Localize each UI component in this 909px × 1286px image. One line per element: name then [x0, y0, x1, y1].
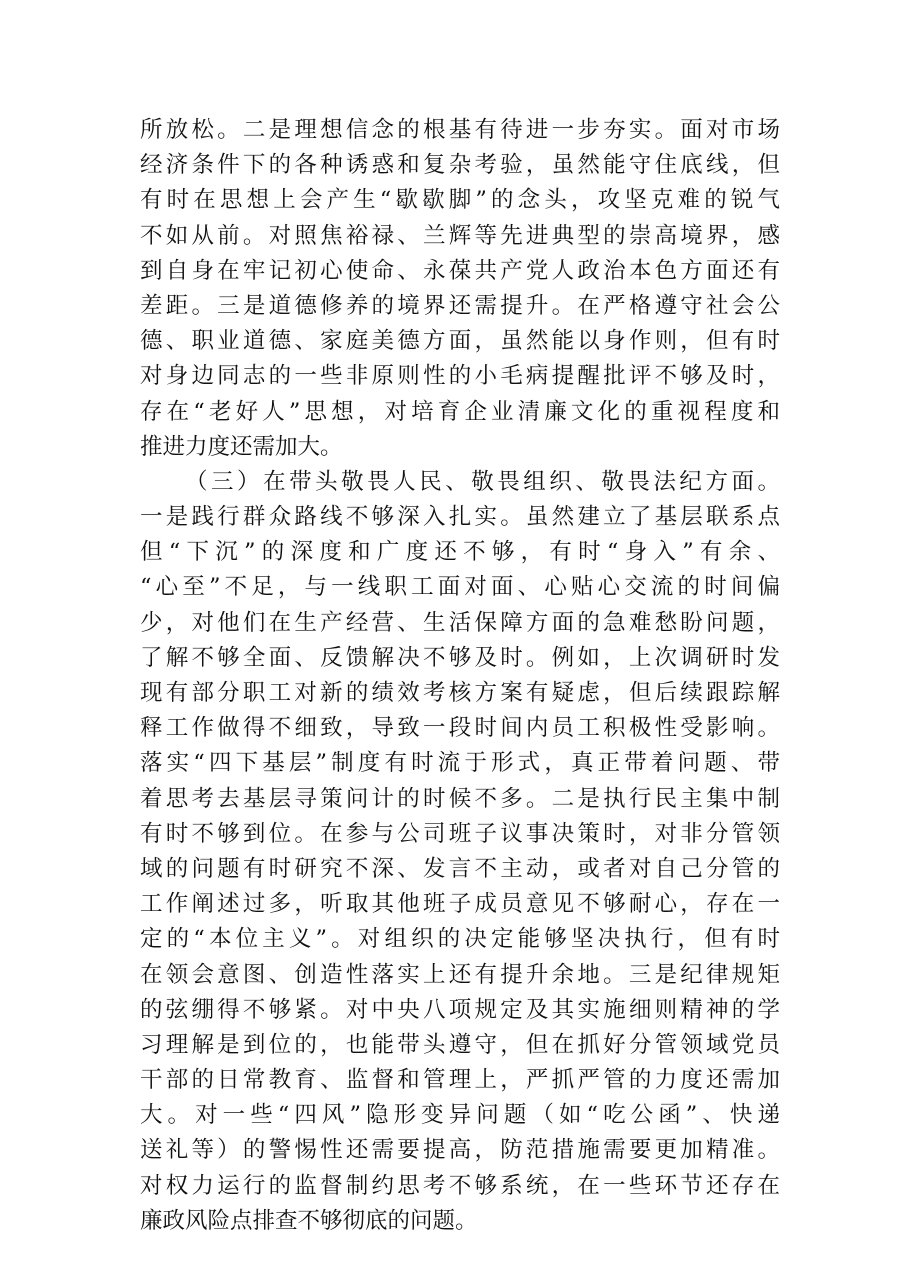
text-line: 释工作做得不细致，导致一段时间内员工积极性受影响。	[140, 715, 780, 742]
text-line: 送礼等）的警惕性还需要提高，防范措施需要更加精准。	[140, 1137, 780, 1164]
text-line: 落实“四下基层”制度有时流于形式，真正带着问题、带	[140, 750, 780, 777]
text-line: 但“下沉”的深度和广度还不够，有时“身入”有余、	[140, 539, 780, 566]
text-line: 现有部分职工对新的绩效考核方案有疑虑，但后续跟踪解	[140, 680, 780, 706]
text-line: 少，对他们在生产经营、生活保障方面的急难愁盼问题，	[140, 609, 780, 636]
paragraph-end-line: 廉政风险点排查不够彻底的问题。	[140, 1207, 478, 1234]
text-line: 在领会意图、创造性落实上还有提升余地。三是纪律规矩	[140, 961, 780, 988]
text-line: “心至”不足，与一线职工面对面、心贴心交流的时间偏	[140, 574, 780, 601]
text-line: 域的问题有时研究不深、发言不主动，或者对自己分管的	[140, 855, 780, 882]
text-line: 一是践行群众路线不够深入扎实。虽然建立了基层联系点	[140, 504, 780, 531]
text-line: 着思考去基层寻策问计的时候不多。二是执行民主集中制	[140, 785, 780, 812]
section-heading-line: （三）在带头敬畏人民、敬畏组织、敬畏法纪方面。	[185, 468, 780, 495]
text-line: 存在“老好人”思想，对培育企业清廉文化的重视程度和	[140, 398, 780, 425]
text-line: 工作阐述过多，听取其他班子成员意见不够耐心，存在一	[140, 891, 780, 918]
text-line: 不如从前。对照焦裕禄、兰辉等先进典型的崇高境界，感	[140, 222, 780, 249]
text-line: 差距。三是道德修养的境界还需提升。在严格遵守社会公	[140, 292, 780, 319]
text-line: 定的“本位主义”。对组织的决定能够坚决执行，但有时	[140, 926, 780, 953]
document-body	[140, 113, 780, 1239]
text-line: 德、职业道德、家庭美德方面，虽然能以身作则，但有时	[140, 328, 780, 355]
text-line: 大。对一些“四风”隐形变异问题（如“吃公函”、快递	[140, 1102, 780, 1129]
text-line: 了解不够全面、反馈解决不够及时。例如，上次调研时发	[140, 644, 780, 671]
text-line: 对身边同志的一些非原则性的小毛病提醒批评不够及时，	[140, 363, 780, 390]
text-line: 对权力运行的监督制约思考不够系统，在一些环节还存在	[140, 1172, 780, 1199]
text-line: 所放松。二是理想信念的根基有待进一步夯实。面对市场	[140, 117, 780, 143]
text-line: 习理解是到位的，也能带头遵守，但在抓好分管领域党员	[140, 1031, 780, 1058]
text-line: 的弦绷得不够紧。对中央八项规定及其实施细则精神的学	[140, 996, 780, 1023]
text-line: 干部的日常教育、监督和管理上，严抓严管的力度还需加	[140, 1067, 780, 1094]
paragraph-end-line: 推进力度还需加大。	[140, 433, 343, 460]
text-line: 有时在思想上会产生“歇歇脚”的念头，攻坚克难的锐气	[140, 187, 780, 214]
text-line: 到自身在牢记初心使命、永葆共产党人政治本色方面还有	[140, 257, 780, 284]
text-line: 经济条件下的各种诱惑和复杂考验，虽然能守住底线，但	[140, 152, 780, 179]
text-line: 有时不够到位。在参与公司班子议事决策时，对非分管领	[140, 820, 780, 847]
